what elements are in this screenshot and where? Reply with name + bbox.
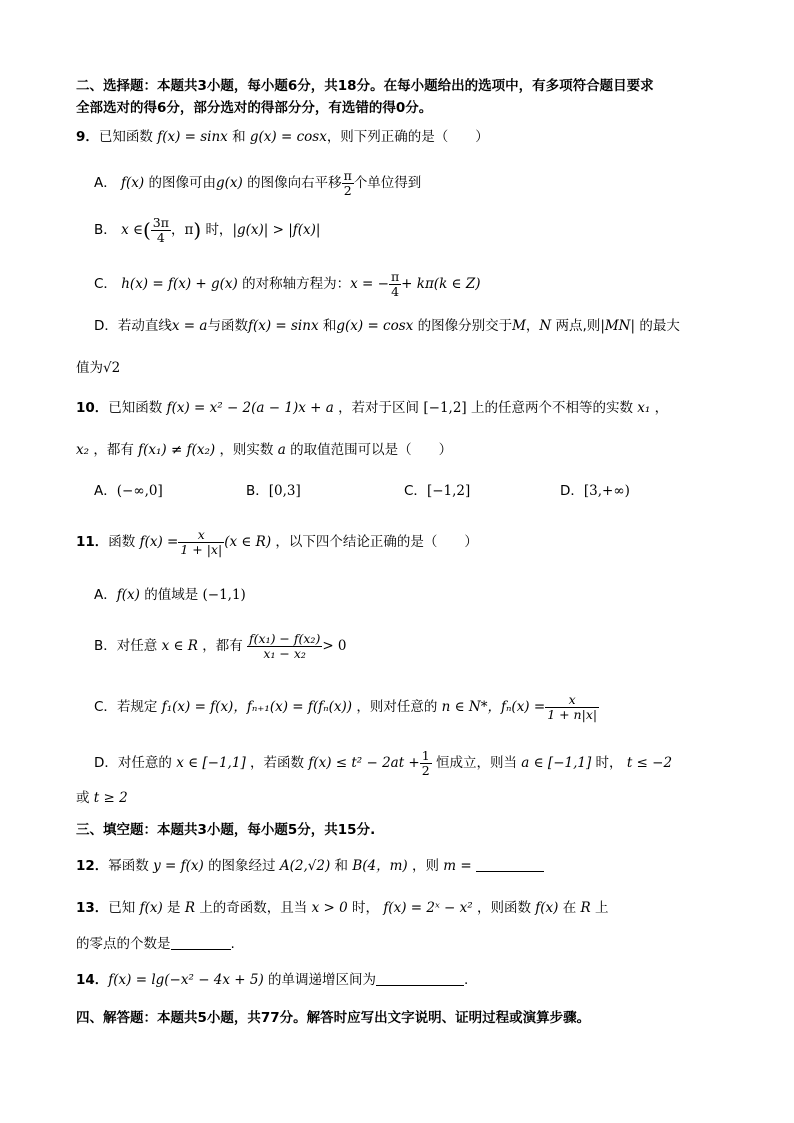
q12-number: 12． [76, 858, 109, 874]
q11-stem: 11．函数 f(x) = $\frac{x}{1 + |x|}$ (x ∈ R) ，以下四个结论正确的是（ ） [76, 526, 478, 557]
q11-fraction: $\frac{x}{1 + |x|}$ [180, 526, 223, 557]
q9-stem: 9．已知函数 f(x) = sinx 和 g(x) = cosx，则下列正确的是（ ） [76, 129, 489, 145]
q11-number: 11． [76, 534, 109, 550]
q13-answer-blank[interactable] [171, 935, 231, 950]
q14-stem: 14．f(x) = lg(−x² − 4x + 5) 的单调递增区间为 . [76, 972, 469, 988]
q11-option-d: D．对任意的 x ∈ [−1,1] ，若函数 f(x) ≤ t² − 2at + $\frac{1}{2}$ 恒成立，则当 a ∈ [−1,1] 时， t ≤ −2 [94, 747, 673, 778]
q9-option-b: B． x ∈( $\frac{3\pi}{4}$ ，π) 时，|g(x)| > |f(x)| [94, 214, 321, 245]
q11-b-fraction: $\frac{\text{f(x₁) − f(x₂)}}{\text{x₁ − x₂}}$ [249, 630, 321, 661]
q9-a-fraction: $\frac{\pi}{2}$ [343, 167, 352, 198]
q13-stem: 13．已知 f(x) 是 R 上的奇函数，且当 x > 0 时， f(x) = 2ˣ − x² ，则函数 f(x) 在 R 上 [76, 900, 609, 916]
q10-option-c: C．[−1,2] [404, 483, 471, 499]
q10-options [94, 481, 754, 501]
q9-number: 9． [76, 129, 99, 145]
q12-answer-blank[interactable] [476, 857, 544, 872]
q9-option-d: D．若动直线x = a与函数f(x) = sinx 和g(x) = cosx 的图像分别交于M，N 两点,则|MN| 的最大 [94, 318, 680, 334]
q11-option-c: C．若规定 f₁(x) = f(x)，fₙ₊₁(x) = f(fₙ(x)) ，则对任意的 n ∈ N*，fₙ(x) = $\frac{x}{1 + n|x|}$ [94, 691, 598, 722]
q9-option-d-cont: 值为√2 [76, 360, 121, 376]
q13-stem-cont: 的零点的个数是 . [76, 936, 235, 952]
q9-c-fraction: $\frac{\pi}{4}$ [390, 268, 400, 299]
q10-option-a: A．(−∞,0] [94, 483, 163, 499]
section2-heading: 二、选择题：本题共3小题，每小题6分，共18分。在每小题给出的选项中，有多项符合题目要求 [76, 78, 654, 94]
q10-option-d: D．[3,+∞) [560, 483, 630, 499]
q10-number: 10． [76, 400, 109, 416]
q11-option-b: B．对任意 x ∈ R ，都有 $\frac{\text{f(x₁) − f(x₂)}}{\text{x₁ − x₂}}$ > 0 [94, 630, 347, 661]
q11-option-d-cont: 或 t ≥ 2 [76, 790, 128, 806]
section3-heading: 三、填空题：本题共3小题，每小题5分，共15分. [76, 822, 376, 838]
section4-heading: 四、解答题：本题共5小题，共77分。解答时应写出文字说明、证明过程或演算步骤。 [76, 1010, 591, 1026]
q11-option-a: A．f(x) 的值域是 (−1,1) [94, 587, 246, 603]
q10-stem-cont: x₂ ，都有 f(x₁) ≠ f(x₂) ，则实数 a 的取值范围可以是（ ） [76, 442, 453, 458]
q9-option-a: A． f(x) 的图像可由g(x) 的图像向右平移 $\frac{\pi}{2}$ 个单位得到 [94, 167, 422, 198]
q9-option-c: C． h(x) = f(x) + g(x) 的对称轴方程为：x = − $\frac{\pi}{4}$ + kπ(k ∈ Z) [94, 268, 481, 299]
q14-number: 14． [76, 972, 109, 988]
section2-heading-cont: 全部选对的得6分，部分选对的得部分分，有选错的得0分。 [76, 100, 433, 116]
q10-option-b: B．[0,3] [246, 483, 301, 499]
q11-d-fraction: $\frac{1}{2}$ [421, 747, 430, 778]
q9-b-fraction: $\frac{3\pi}{4}$ [152, 214, 169, 245]
q14-answer-blank[interactable] [376, 971, 464, 986]
q11-c-fraction: $\frac{x}{1 + n|x|}$ [547, 691, 598, 722]
q12-stem: 12．幂函数 y = f(x) 的图象经过 A(2,√2) 和 B(4，m) ，则 m = [76, 856, 736, 876]
q10-stem: 10．已知函数 f(x) = x² − 2(a − 1)x + a ，若对于区间 [−1,2] 上的任意两个不相等的实数 x₁ ， [76, 400, 669, 416]
q13-number: 13． [76, 900, 109, 916]
